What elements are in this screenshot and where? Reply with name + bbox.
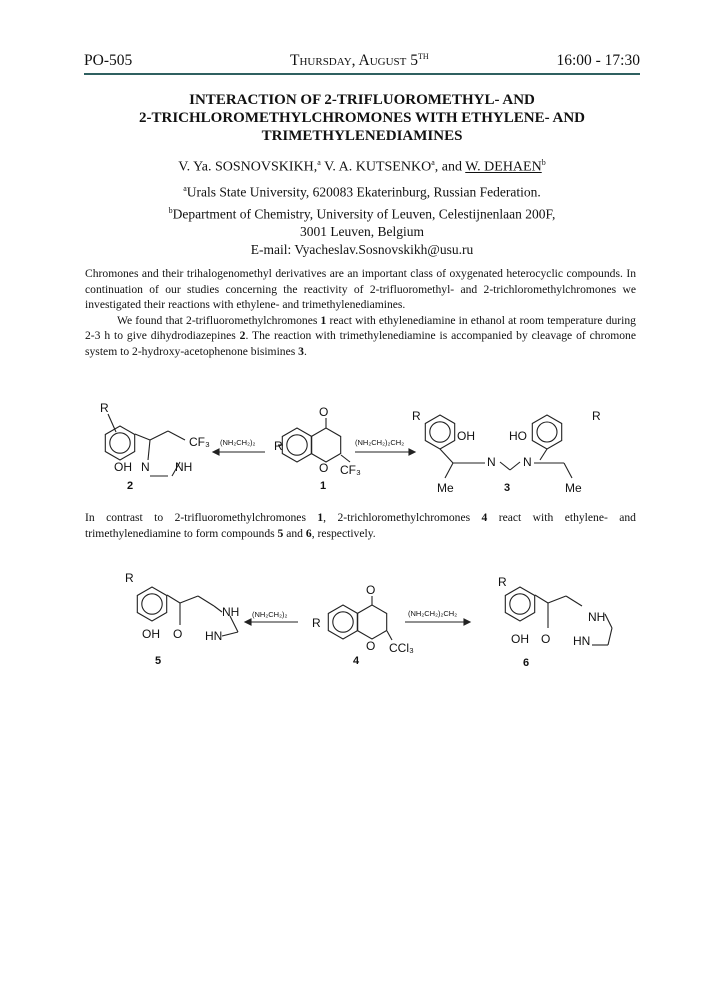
bond bbox=[548, 596, 566, 603]
r-group: R bbox=[274, 439, 283, 453]
r-group: R bbox=[412, 409, 421, 423]
text: react with ethylenediamine in ethanol at room temperature during 2-3 h to give dihydrodiazepines bbox=[85, 313, 636, 342]
compound-ref: 1 bbox=[317, 511, 324, 524]
compound-ref: 4 bbox=[481, 511, 488, 524]
aff-sup: b bbox=[168, 205, 173, 215]
aromatic-circle bbox=[142, 594, 162, 614]
n-atom: N bbox=[487, 455, 496, 469]
bond bbox=[535, 595, 548, 603]
compound-label-6: 6 bbox=[523, 657, 530, 669]
n-atom: N bbox=[141, 460, 150, 474]
compound-ref: 2 bbox=[239, 329, 246, 342]
methyl: Me bbox=[437, 481, 454, 495]
r-group: R bbox=[125, 571, 134, 585]
oh-group: OH bbox=[114, 460, 132, 474]
carbonyl-o: O bbox=[319, 405, 329, 419]
r-group: R bbox=[312, 616, 321, 630]
author-sup: b bbox=[541, 158, 546, 167]
ring-o: O bbox=[366, 639, 376, 653]
r-group: R bbox=[592, 409, 601, 423]
reagent-trimethylenediamine: (NH₂CH₂)₂CH₂ bbox=[355, 438, 405, 447]
bond bbox=[214, 606, 222, 612]
oh-group: OH bbox=[511, 632, 529, 646]
compound-ref: 6 bbox=[305, 526, 312, 540]
ring-o: O bbox=[319, 461, 329, 475]
title-line: TRIMETHYLENEDIAMINES bbox=[261, 128, 463, 144]
hn-group: HN bbox=[205, 629, 223, 643]
cf3-group: CF₃ bbox=[189, 435, 210, 449]
text: , respectively. bbox=[311, 526, 376, 540]
aromatic-circle bbox=[333, 612, 353, 632]
nh-group: NH bbox=[175, 460, 193, 474]
affiliation-b-city: 3001 Leuven, Belgium bbox=[299, 224, 425, 239]
text: react with ethylene- and trimethylenediamine to form compounds bbox=[85, 511, 636, 540]
session-time: 16:00 - 17:30 bbox=[556, 52, 640, 69]
email: E-mail: Vyacheslav.Sosnovskikh@usu.ru bbox=[250, 242, 474, 257]
n-atom: N bbox=[523, 455, 532, 469]
bond bbox=[566, 596, 582, 606]
carbonyl-o: O bbox=[173, 627, 183, 641]
reagent-ethylenediamine: (NH₂CH₂)₂ bbox=[252, 610, 288, 619]
compound-ref: 3 bbox=[298, 344, 304, 358]
cf3-group: CF₃ bbox=[340, 463, 361, 477]
compound-label-2: 2 bbox=[127, 480, 134, 492]
reagent-trimethylenediamine: (NH₂CH₂)₂CH₂ bbox=[408, 609, 458, 618]
author-sup: a bbox=[317, 158, 321, 167]
title-line: INTERACTION OF 2-TRIFLUOROMETHYL- AND bbox=[189, 92, 535, 108]
r-group: R bbox=[100, 401, 109, 415]
bond bbox=[605, 614, 612, 628]
compound-label-5: 5 bbox=[155, 655, 162, 667]
carbonyl-o: O bbox=[541, 632, 551, 646]
arrowhead-icon bbox=[245, 619, 251, 625]
compound-label-3: 3 bbox=[504, 482, 511, 494]
bond bbox=[180, 596, 198, 603]
compound-ref: 5 bbox=[277, 526, 284, 540]
hn-group: HN bbox=[573, 634, 591, 648]
author: V. A. KUTSENKO bbox=[320, 159, 432, 175]
oh-group: OH bbox=[142, 627, 160, 641]
day-sup: TH bbox=[418, 52, 429, 61]
oh-group: OH bbox=[457, 429, 475, 443]
ho-group: HO bbox=[509, 429, 527, 443]
compound-label-1: 1 bbox=[320, 480, 327, 492]
text: We found that 2-trifluoromethylchromones bbox=[117, 313, 321, 327]
aromatic-circle bbox=[510, 594, 530, 614]
bond bbox=[167, 595, 180, 603]
title-line: 2-TRICHLOROMETHYLCHROMONES WITH ETHYLENE- AND bbox=[138, 110, 586, 126]
presenting-author: W. DEHAEN bbox=[465, 159, 542, 175]
affiliation-a: Urals State University, 620083 Ekaterinburg, Russian Federation. bbox=[186, 184, 541, 200]
reagent-ethylenediamine: (NH₂CH₂)₂ bbox=[220, 438, 256, 447]
session-code: PO-505 bbox=[84, 52, 133, 69]
methyl: Me bbox=[565, 481, 582, 495]
author-sup: a bbox=[431, 158, 435, 167]
bond bbox=[198, 596, 214, 606]
affiliation-b: Department of Chemistry, University of Leuven, Celestijnenlaan 200F, bbox=[172, 206, 556, 221]
benzene-ring bbox=[357, 605, 386, 639]
bond bbox=[387, 631, 392, 640]
bond bbox=[222, 632, 238, 636]
text: , 2-trichloromethylchromones bbox=[323, 511, 482, 524]
author: V. Ya. SOSNOVSKIKH, bbox=[178, 159, 318, 175]
text: . bbox=[303, 344, 307, 358]
carbonyl-o: O bbox=[366, 583, 376, 597]
bond bbox=[608, 628, 612, 645]
nh-group: NH bbox=[222, 605, 240, 619]
text: In contrast to 2-trifluoromethylchromones bbox=[85, 511, 318, 524]
day-text: Thursday, August 5 bbox=[290, 52, 419, 70]
ccl3-group: CCl₃ bbox=[389, 641, 414, 655]
arrowhead-icon bbox=[464, 619, 470, 625]
text: . The reaction with trimethylenediamine is accompanied by cleavage of chromone system to 2-hydroxy-acetophenone bisimines bbox=[85, 329, 636, 358]
nh-group: NH bbox=[588, 610, 606, 624]
paragraph-1: Chromones and their trihalogenomethyl derivatives are an important class of oxygenated heterocyclic compounds. In continuation of our studies concerning the reactivity of 2-trifluoromethyl- and 2-trichloromethylchromones we investigated their reactions with ethylene- and trimethylenediamines. bbox=[85, 267, 636, 311]
compound-ref: 1 bbox=[320, 313, 327, 327]
compound-label-4: 4 bbox=[353, 655, 360, 667]
r-group: R bbox=[498, 575, 507, 589]
author-sep: , and bbox=[434, 159, 466, 175]
aff-sup: a bbox=[183, 184, 187, 193]
text: and bbox=[283, 526, 306, 540]
